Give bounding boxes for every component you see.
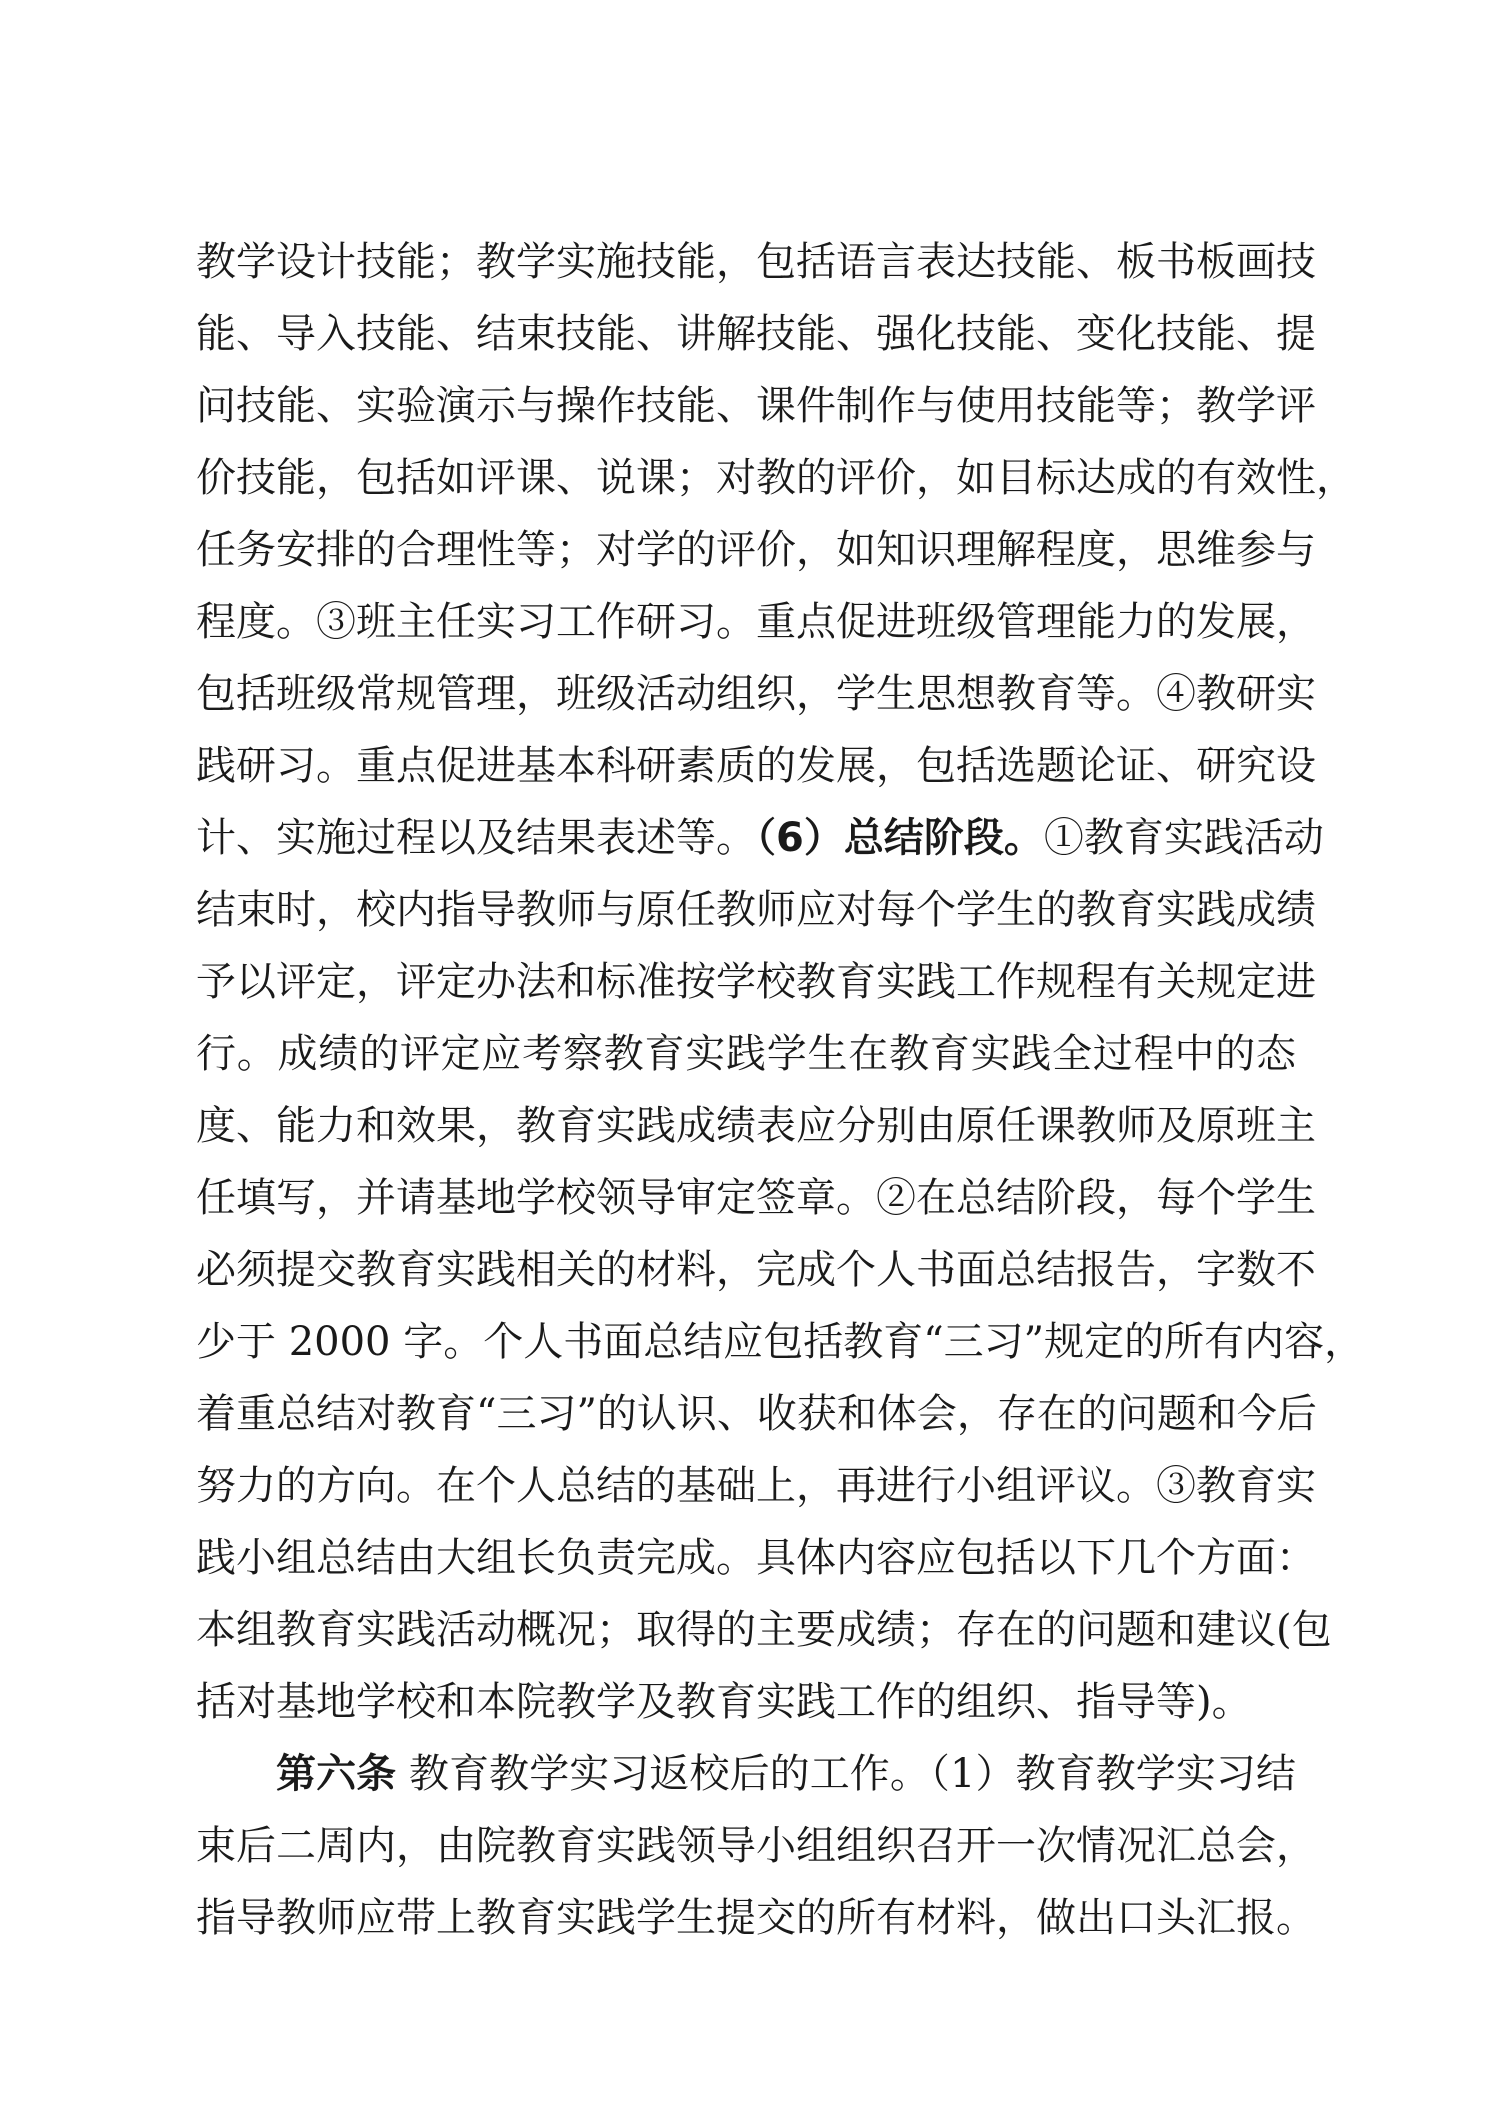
text-segment: 予以评定，评定办法和标准按学校教育实践工作规程有关规定进 [196,959,1316,1005]
text-segment: 程度。③班主任实习工作研习。重点促进班级管理能力的发展， [196,599,1316,645]
text-line [196,1882,1316,1954]
text-line [196,1306,1365,1378]
text-segment: ①教育实践活动 [1043,815,1324,861]
text-segment: 任填写，并请基地学校领导审定签章。②在总结阶段，每个学生 [196,1175,1316,1221]
text-line [196,1666,1296,1738]
text-line [196,1234,1316,1306]
text-segment: 本组教育实践活动概况；取得的主要成绩；存在的问题和建议(包 [196,1607,1332,1653]
text-line [196,874,1316,946]
text-segment: 计、实施过程以及结果表述等。 [196,815,756,861]
text-line [196,1450,1316,1522]
text-line [196,1090,1316,1162]
text-line [196,946,1316,1018]
text-line [196,1738,1296,1810]
text-line [196,1522,1316,1594]
text-segment: 度、能力和效果，教育实践成绩表应分别由原任课教师及原班主 [196,1103,1316,1149]
text-line [196,802,1324,874]
text-line [196,586,1316,658]
text-line [196,1378,1317,1450]
text-segment: 努力的方向。在个人总结的基础上，再进行小组评议。③教育实 [196,1463,1316,1509]
text-segment: 必须提交教育实践相关的材料，完成个人书面总结报告，字数不 [196,1247,1316,1293]
text-segment: 行。成绩的评定应考察教育实践学生在教育实践全过程中的态 [196,1031,1296,1077]
body-text [196,226,1365,1954]
text-segment: 教育教学实习返校后的工作。（1）教育教学实习结 [396,1751,1296,1797]
text-line [196,370,1316,442]
text-segment: 束后二周内，由院教育实践领导小组组织召开一次情况汇总会， [196,1823,1316,1869]
bold-text-segment: （6）总结阶段。 [756,815,1044,861]
text-segment: 包括班级常规管理，班级活动组织，学生思想教育等。④教研实 [196,671,1316,717]
text-segment: 践小组总结由大组长负责完成。具体内容应包括以下几个方面： [196,1535,1316,1581]
text-line [196,442,1356,514]
text-segment: 价技能，包括如评课、说课；对教的评价，如目标达成的有效性， [196,455,1356,501]
text-segment: 践研习。重点促进基本科研素质的发展，包括选题论证、研究设 [196,743,1316,789]
text-segment: 结束时，校内指导教师与原任教师应对每个学生的教育实践成绩 [196,887,1316,933]
text-segment: 任务安排的合理性等；对学的评价，如知识理解程度，思维参与 [196,527,1316,573]
text-segment: 括对基地学校和本院教学及教育实践工作的组织、指导等)。 [196,1679,1252,1725]
text-line [196,730,1316,802]
text-line [196,1810,1316,1882]
text-line [196,514,1316,586]
text-segment: 少于 2000 字。个人书面总结应包括教育“三习”规定的所有内容， [196,1319,1365,1365]
text-line [196,1594,1332,1666]
bold-text-segment: 第六条 [276,1751,397,1797]
text-line [196,1018,1296,1090]
text-line [196,658,1316,730]
text-segment: 教学设计技能；教学实施技能，包括语言表达技能、板书板画技 [196,239,1316,285]
text-segment: 问技能、实验演示与操作技能、课件制作与使用技能等；教学评 [196,383,1316,429]
text-segment: 指导教师应带上教育实践学生提交的所有材料，做出口头汇报。 [196,1895,1316,1941]
text-line [196,1162,1316,1234]
text-line [196,226,1316,298]
text-segment: 能、导入技能、结束技能、讲解技能、强化技能、变化技能、提 [196,311,1316,357]
text-segment: 着重总结对教育“三习”的认识、收获和体会，存在的问题和今后 [196,1391,1317,1437]
text-line [196,298,1316,370]
